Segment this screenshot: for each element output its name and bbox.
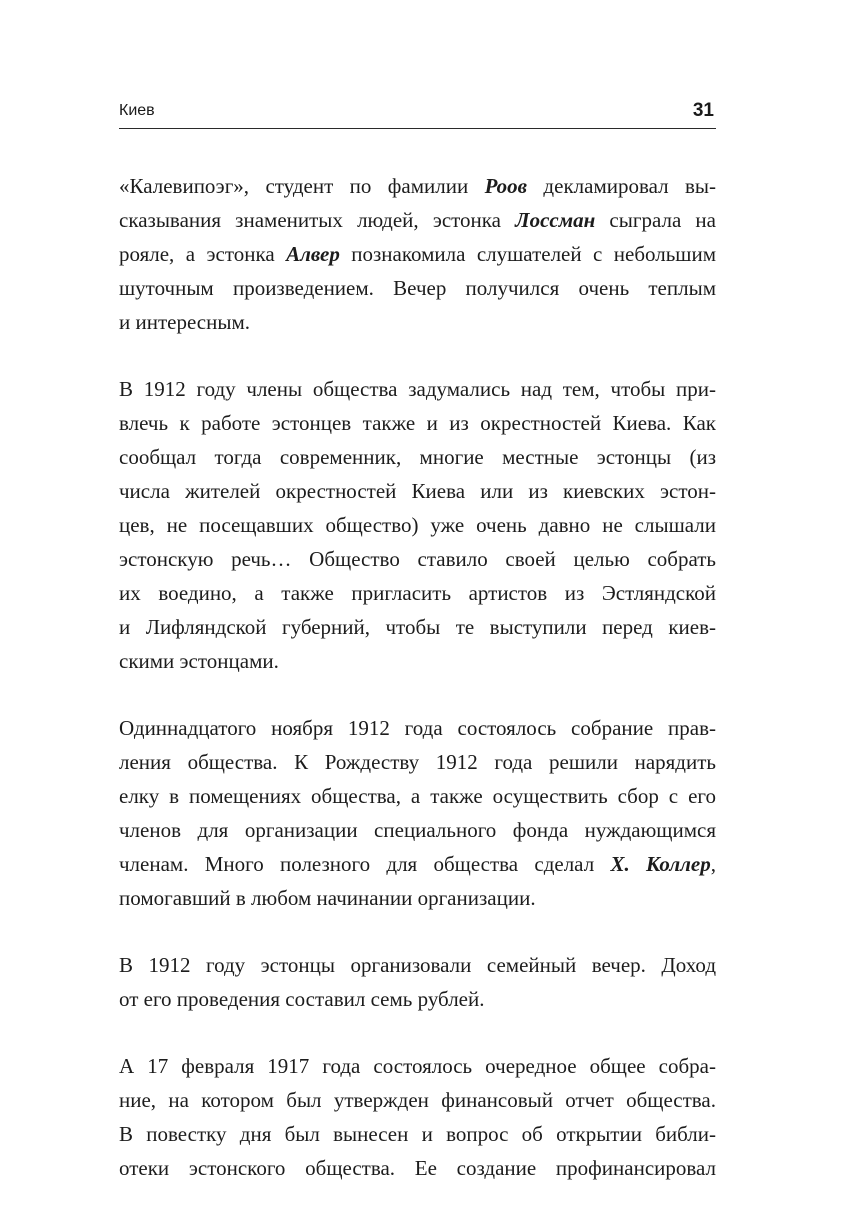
- text-line: ления общества. К Рождеству 1912 года решили нарядить: [119, 750, 716, 774]
- text-line: влечь к работе эстонцев также и из окрестностей Киева. Как: [119, 411, 716, 435]
- text-line: эстонскую речь… Общество ставило своей целью собрать: [119, 547, 716, 571]
- text-line: скими эстонцами.: [119, 649, 279, 673]
- paragraph: [119, 948, 716, 1016]
- paragraph: [119, 169, 716, 339]
- paragraph: [119, 1049, 716, 1185]
- page-number: 31: [692, 100, 714, 121]
- paragraph: [119, 711, 716, 915]
- text-line: ние, на котором был утвержден финансовый отчет общества.: [119, 1088, 716, 1112]
- text-line: от его проведения составил семь рублей.: [119, 987, 485, 1011]
- text-line: числа жителей окрестностей Киева или из киевских эстон-: [119, 479, 716, 503]
- text-line: А 17 февраля 1917 года состоялось очередное общее собра-: [119, 1054, 716, 1078]
- text-line: елку в помещениях общества, а также осуществить сбор с его: [119, 784, 716, 808]
- text-line: их воедино, а также пригласить артистов из Эстляндской: [119, 581, 716, 605]
- text-line: помогавший в любом начинании организации.: [119, 886, 536, 910]
- text-line: шуточным произведением. Вечер получился очень теплым: [119, 276, 716, 300]
- text-line: Одиннадцатого ноября 1912 года состоялось собрание прав-: [119, 716, 716, 740]
- text-line: В повестку дня был вынесен и вопрос об открытии библи-: [119, 1122, 716, 1146]
- person-name: Алвер: [286, 242, 340, 266]
- text-line: и Лифляндской губерний, чтобы те выступили перед киев-: [119, 615, 716, 639]
- running-head: Киев: [119, 102, 155, 119]
- body-text: [119, 169, 716, 1218]
- person-name: Роов: [484, 174, 528, 198]
- text-line: сообщал тогда современник, многие местные эстонцы (из: [119, 445, 716, 469]
- text-line: сказывания знаменитых людей, эстонка Лоссман сыграла на: [119, 208, 716, 232]
- person-name: Х. Коллер: [610, 852, 711, 876]
- text-line: отеки эстонского общества. Ее создание профинансировал: [119, 1156, 716, 1180]
- text-line: В 1912 году члены общества задумались над тем, чтобы при-: [119, 377, 716, 401]
- text-line: цев, не посещавших общество) уже очень давно не слышали: [119, 513, 716, 537]
- text-line: и интересным.: [119, 310, 251, 334]
- text-line: «Калевипоэг», студент по фамилии Роов декламировал вы-: [119, 174, 717, 198]
- paragraph: [119, 372, 716, 678]
- page-header: [119, 100, 716, 129]
- text-line: членам. Много полезного для общества сделал Х. Коллер,: [119, 852, 716, 876]
- person-name: Лоссман: [515, 208, 596, 232]
- text-line: рояле, а эстонка Алвер познакомила слушателей с небольшим: [119, 242, 717, 266]
- text-line: членов для организации специального фонда нуждающимся: [119, 818, 716, 842]
- text-line: В 1912 году эстонцы организовали семейный вечер. Доход: [119, 953, 716, 977]
